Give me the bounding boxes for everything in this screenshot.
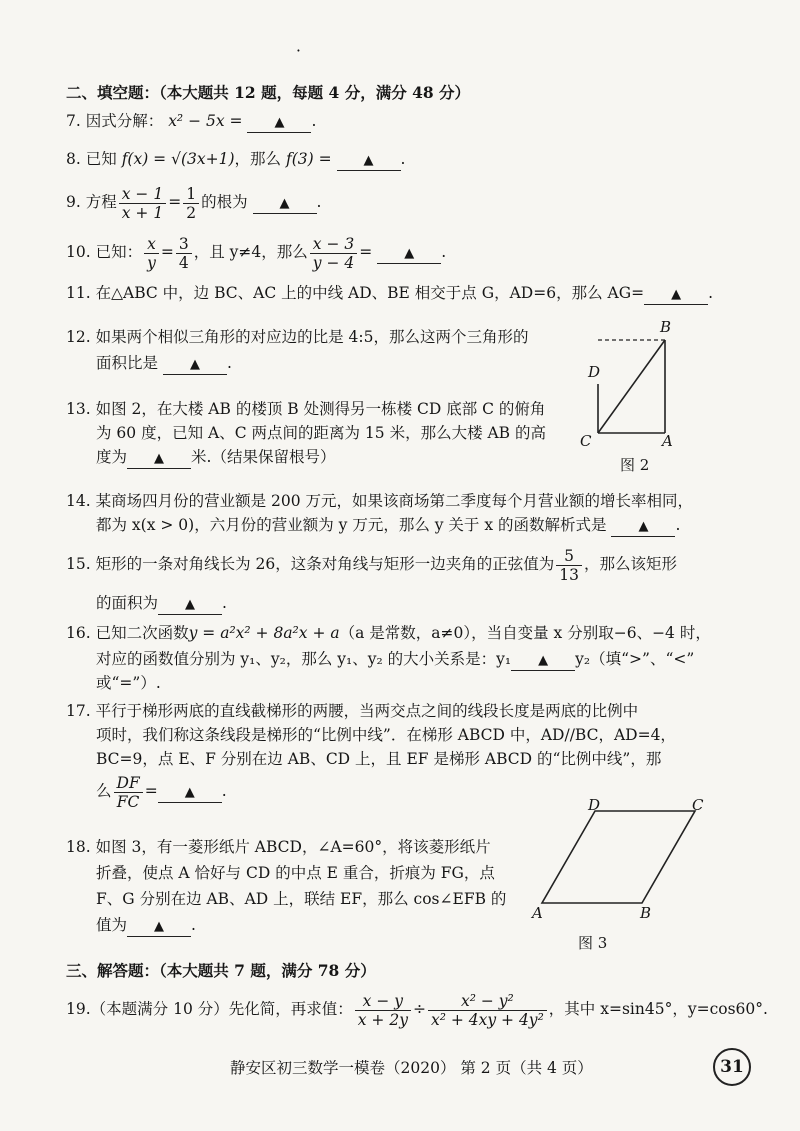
triangle-icon: ▲ (279, 196, 290, 211)
triangle-icon: ▲ (671, 287, 682, 302)
q17-number: 17. (66, 702, 91, 720)
question-16-line2 (96, 648, 694, 671)
q16-line2b: y₂（填“>”、“<” (575, 650, 695, 668)
q13-line3a: 度为 (96, 448, 128, 466)
q17-fraction (114, 774, 143, 811)
q14-number: 14. (66, 492, 91, 510)
question-15-line1 (66, 544, 677, 584)
q9-frac-num: x − 1 (119, 185, 166, 204)
triangle-icon: ▲ (184, 785, 195, 800)
q19-f1-den: x + 2y (357, 1010, 408, 1029)
question-17-line1 (66, 700, 638, 722)
q7-expression: x² − 5x = (168, 112, 243, 130)
header-dot: · (296, 42, 301, 60)
fig3-label-d: D (588, 796, 601, 814)
q10-eq: = (160, 243, 174, 261)
q10-f1-num: x (144, 235, 159, 254)
q12-number: 12. (66, 328, 91, 346)
q10-eq2: = (359, 243, 373, 261)
question-14-line2 (96, 514, 680, 537)
q15-line1a: 矩形的一条对角线长为 26，这条对角线与矩形一边夹角的正弦值为 (95, 555, 555, 573)
q16-line1a: 已知二次函数 (95, 624, 189, 642)
q8-expression2: f(3) = (285, 150, 332, 168)
q17-line4a: 么 (96, 782, 112, 800)
fig2-label-a: A (662, 432, 673, 450)
q14-answer-blank[interactable] (611, 516, 675, 537)
q9-text1: 方程 (85, 193, 117, 211)
triangle-icon: ▲ (404, 246, 415, 261)
triangle-icon: ▲ (638, 519, 649, 534)
q9-answer-blank[interactable] (253, 193, 317, 214)
q11-text: 在△ABC 中，边 BC、AC 上的中线 AD、BE 相交于点 G，AD=6，那么 AG= (95, 284, 645, 302)
q12-answer-blank[interactable] (163, 354, 227, 375)
question-14-line1 (66, 490, 693, 512)
q19-f2-den: x² + 4xy + 4y² (430, 1010, 544, 1029)
q8-number: 8. (66, 150, 81, 168)
q17-line3: BC=9，点 E、F 分别在边 AB、CD 上，且 EF 是梯形 ABCD 的“比例中线”，那 (96, 750, 662, 768)
q16-number: 16. (66, 624, 91, 642)
fig2-caption: 图 2 (620, 456, 650, 474)
q18-line4: 值为 (96, 916, 128, 934)
q16-expression: y = a²x² + 8a²x + a (188, 624, 340, 642)
section-2-title: 二、填空题：（本大题共 12 题，每题 4 分，满分 48 分） (66, 83, 471, 102)
triangle-icon: ▲ (274, 115, 285, 130)
q15-line1b: ，那么该矩形 (583, 555, 677, 573)
q13-line2: 为 60 度，已知 A、C 两点间的距离为 15 米，那么大楼 AB 的高 (96, 424, 547, 442)
q14-line2: 都为 x(x > 0)，六月份的营业额为 y 万元，那么 y 关于 x 的函数解析式是 (96, 516, 607, 534)
fig3-label-b: B (640, 904, 652, 922)
question-17-line4 (96, 770, 227, 812)
q9-frac-den: x + 1 (121, 203, 164, 222)
q9-number: 9. (66, 193, 81, 211)
question-19 (66, 988, 768, 1030)
q15-line2: 的面积为 (96, 594, 159, 612)
q11-end: . (708, 284, 714, 302)
q19-prefix: （本题满分 10 分）先化简，再求值： (90, 1000, 353, 1018)
fig2-label-c: C (580, 432, 592, 450)
q15-f-num: 5 (556, 547, 582, 566)
q15-answer-blank[interactable] (158, 594, 222, 615)
q18-end: . (191, 916, 196, 934)
q15-number: 15. (66, 555, 91, 573)
q17-line1: 平行于梯形两底的直线截梯形的两腰，当两交点之间的线段长度是两底的比例中 (95, 702, 639, 720)
question-12-line2 (96, 352, 232, 375)
q10-f2-num: 3 (176, 235, 192, 254)
q14-line1: 某商场四月份的营业额是 200 万元，如果该商场第二季度每个月营业额的增长率相同， (95, 492, 694, 510)
triangle-icon: ▲ (363, 153, 374, 168)
q11-answer-blank[interactable] (644, 284, 708, 305)
question-11 (66, 282, 713, 305)
q9-end: . (316, 193, 322, 211)
q18-answer-blank[interactable] (127, 916, 191, 937)
q8-text2: ，那么 (234, 150, 282, 168)
q17-f-num: DF (114, 774, 143, 793)
q18-line1: 如图 3，有一菱形纸片 ABCD，∠A=60°，将该菱形纸片 (95, 838, 491, 856)
q9-fraction2 (183, 185, 199, 222)
q15-fraction (556, 547, 582, 584)
page-footer: 静安区初三数学一模卷（2020） 第 2 页（共 4 页） (230, 1059, 593, 1077)
q19-f2-num: x² − y² (428, 992, 547, 1011)
fig2-label-b: B (660, 318, 672, 336)
q17-line2: 项时，我们称这条线段是梯形的“比例中线”．在梯形 ABCD 中，AD//BC，AD=4， (96, 726, 676, 744)
q12-line1: 如果两个相似三角形的对应边的比是 4:5，那么这两个三角形的 (95, 328, 529, 346)
q19-fraction2 (428, 992, 547, 1029)
q18-line2: 折叠，使点 A 恰好与 CD 的中点 E 重合，折痕为 FG，点 (96, 864, 495, 882)
q16-answer-blank[interactable] (511, 650, 575, 671)
q10-f3-den: y − 4 (312, 253, 355, 272)
q9-fraction (119, 185, 166, 222)
question-8 (66, 148, 405, 171)
question-9 (66, 182, 321, 222)
q16-line1b: （a 是常数，a≠0），当自变量 x 分别取−6、−4 时， (339, 624, 711, 642)
q13-line3b: 米.（结果保留根号） (191, 448, 336, 466)
q15-end: . (222, 594, 227, 612)
q8-answer-blank[interactable] (337, 150, 401, 171)
q15-f-den: 13 (559, 565, 579, 584)
q12-end: . (226, 354, 232, 372)
fig2-label-d: D (588, 363, 601, 381)
triangle-icon: ▲ (154, 919, 165, 934)
fig2-sightline-bc (598, 340, 665, 433)
q10-text1: 已知： (95, 243, 143, 261)
q13-line1: 如图 2，在大楼 AB 的楼顶 B 处测得另一栋楼 CD 底部 C 的俯角 (95, 400, 546, 418)
q16-line3: 或“=”）. (96, 674, 161, 692)
q13-answer-blank[interactable] (127, 448, 191, 469)
q7-answer-blank[interactable] (247, 112, 311, 133)
fig3-caption: 图 3 (578, 934, 608, 952)
question-12-line1 (66, 326, 528, 348)
question-10 (66, 232, 446, 272)
q10-fraction3 (310, 235, 357, 272)
q12-line2: 面积比是 (96, 354, 159, 372)
q7-number: 7. (66, 112, 81, 130)
question-13-line3 (96, 446, 335, 469)
triangle-icon: ▲ (189, 357, 200, 372)
q18-line3: F、G 分别在边 AB、AD 上，联结 EF，那么 cos∠EFB 的 (96, 890, 507, 908)
q14-end: . (675, 516, 681, 534)
q10-number: 10. (66, 243, 91, 261)
q9-frac2-den: 2 (186, 203, 197, 222)
q10-answer-blank[interactable] (377, 243, 441, 264)
q9-eq: = (168, 193, 182, 211)
q11-number: 11. (66, 284, 91, 302)
q10-f3-num: x − 3 (310, 235, 357, 254)
q8-end: . (400, 150, 406, 168)
q10-text2: ，且 y≠4，那么 (193, 243, 308, 261)
question-18-line1 (66, 836, 491, 858)
fig3-rhombus (542, 811, 695, 903)
question-7 (66, 110, 316, 133)
q9-text2: 的根为 (201, 193, 248, 211)
section-3-title: 三、解答题：（本大题共 7 题，满分 78 分） (66, 961, 376, 980)
triangle-icon: ▲ (154, 451, 165, 466)
q17-line4b: = (144, 782, 158, 800)
q19-number: 19. (66, 1000, 91, 1018)
q19-fraction1 (355, 992, 411, 1029)
question-13-line1 (66, 398, 545, 420)
figure-2 (580, 318, 690, 473)
question-16-line1 (66, 622, 711, 644)
q13-number: 13. (66, 400, 91, 418)
q10-f1-den: y (147, 253, 156, 272)
q7-end: . (311, 112, 317, 130)
q10-f2-den: 4 (178, 253, 189, 272)
q10-fraction2 (176, 235, 192, 272)
q19-operator: ÷ (412, 1000, 426, 1018)
triangle-icon: ▲ (185, 597, 196, 612)
triangle-icon: ▲ (538, 653, 549, 668)
q18-number: 18. (66, 838, 91, 856)
q9-frac2-num: 1 (183, 185, 199, 204)
question-18-line4 (96, 914, 196, 937)
question-15-line2 (96, 592, 227, 615)
q17-answer-blank[interactable] (158, 782, 222, 803)
q19-f1-num: x − y (355, 992, 411, 1011)
fig3-label-c: C (692, 796, 704, 814)
q16-line2a: 对应的函数值分别为 y₁、y₂，那么 y₁、y₂ 的大小关系是：y₁ (96, 650, 512, 668)
q19-suffix: ，其中 x=sin45°，y=cos60°. (548, 1000, 768, 1018)
q17-f-den: FC (116, 792, 140, 811)
q8-expression: f(x) = √(3x+1) (121, 150, 235, 168)
q7-text: 因式分解： (85, 112, 164, 130)
q17-end: . (221, 782, 227, 800)
q8-text1: 已知 (85, 150, 117, 168)
page-number-badge: 31 (713, 1048, 751, 1086)
fig3-label-a: A (532, 904, 543, 922)
q10-end: . (441, 243, 447, 261)
q10-fraction1 (144, 235, 159, 272)
